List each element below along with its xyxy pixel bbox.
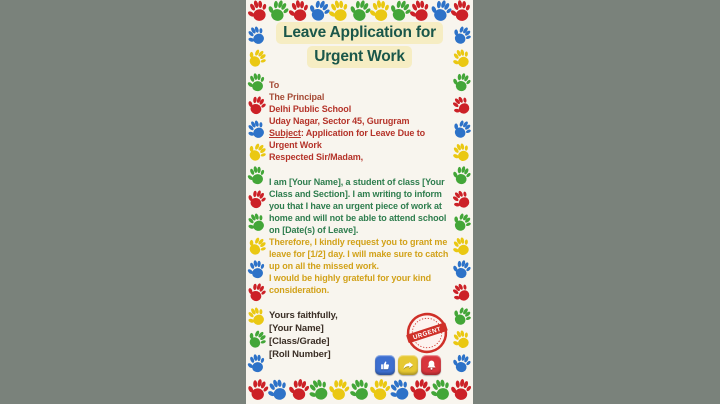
handprint-icon	[246, 281, 270, 307]
handprint-icon	[246, 303, 271, 330]
handprint-icon	[246, 93, 270, 119]
paragraph-request: Therefore, I kindly request you to grant me leave for [1/2] day. I will make sure to catch up on all the missed work.	[269, 237, 449, 271]
page-title	[246, 21, 473, 69]
letter-recipient: The Principal	[269, 92, 325, 102]
urgent-stamp-label: URGENT	[412, 325, 443, 342]
notification-bell-button[interactable]	[421, 355, 441, 375]
thumbs-up-icon	[379, 359, 392, 372]
signature-class: [Class/Grade]	[269, 336, 330, 347]
title-line-2: Urgent Work	[307, 46, 412, 68]
handprint-icon	[246, 352, 269, 375]
subject-text: : Application for Leave Due to Urgent Work	[269, 128, 425, 150]
letter-to: To	[269, 80, 280, 90]
handprint-icon	[246, 258, 269, 281]
signature-roll: [Roll Number]	[269, 349, 331, 360]
handprint-icon	[246, 326, 271, 354]
handprint-icon	[246, 187, 270, 213]
letter-closing: Yours faithfully,	[269, 310, 338, 321]
share-button[interactable]	[398, 355, 418, 375]
bell-icon	[425, 359, 438, 372]
like-button[interactable]	[375, 355, 395, 375]
share-icon	[402, 359, 415, 372]
handprint-icon	[246, 233, 271, 261]
paragraph-thanks: I would be highly grateful for your kind consideration.	[269, 273, 432, 295]
handprint-icon	[246, 71, 269, 94]
letter-subject	[269, 127, 455, 151]
handprint-icon	[246, 139, 271, 167]
title-line-1: Leave Application for	[276, 22, 443, 44]
letter-school: Delhi Public School	[269, 104, 352, 114]
handprint-icon	[246, 165, 269, 188]
handprint-icon	[246, 116, 271, 143]
paragraph-intro: I am [Your Name], a student of class [Your Class and Section]. I am writing to inform you that I have an urgent piece of work at home and will not be able to attend school on [Date(s) of Leave].	[269, 177, 447, 235]
handprint-icon	[246, 210, 271, 237]
letter-address: Uday Nagar, Sector 45, Gurugram	[269, 116, 410, 126]
handprint-icon	[449, 378, 473, 404]
action-bar	[375, 355, 441, 375]
signature-name: [Your Name]	[269, 323, 324, 334]
subject-label: Subject	[269, 128, 301, 138]
letter-salutation: Respected Sir/Madam,	[269, 152, 364, 162]
address-block	[269, 79, 455, 163]
card	[246, 0, 473, 404]
